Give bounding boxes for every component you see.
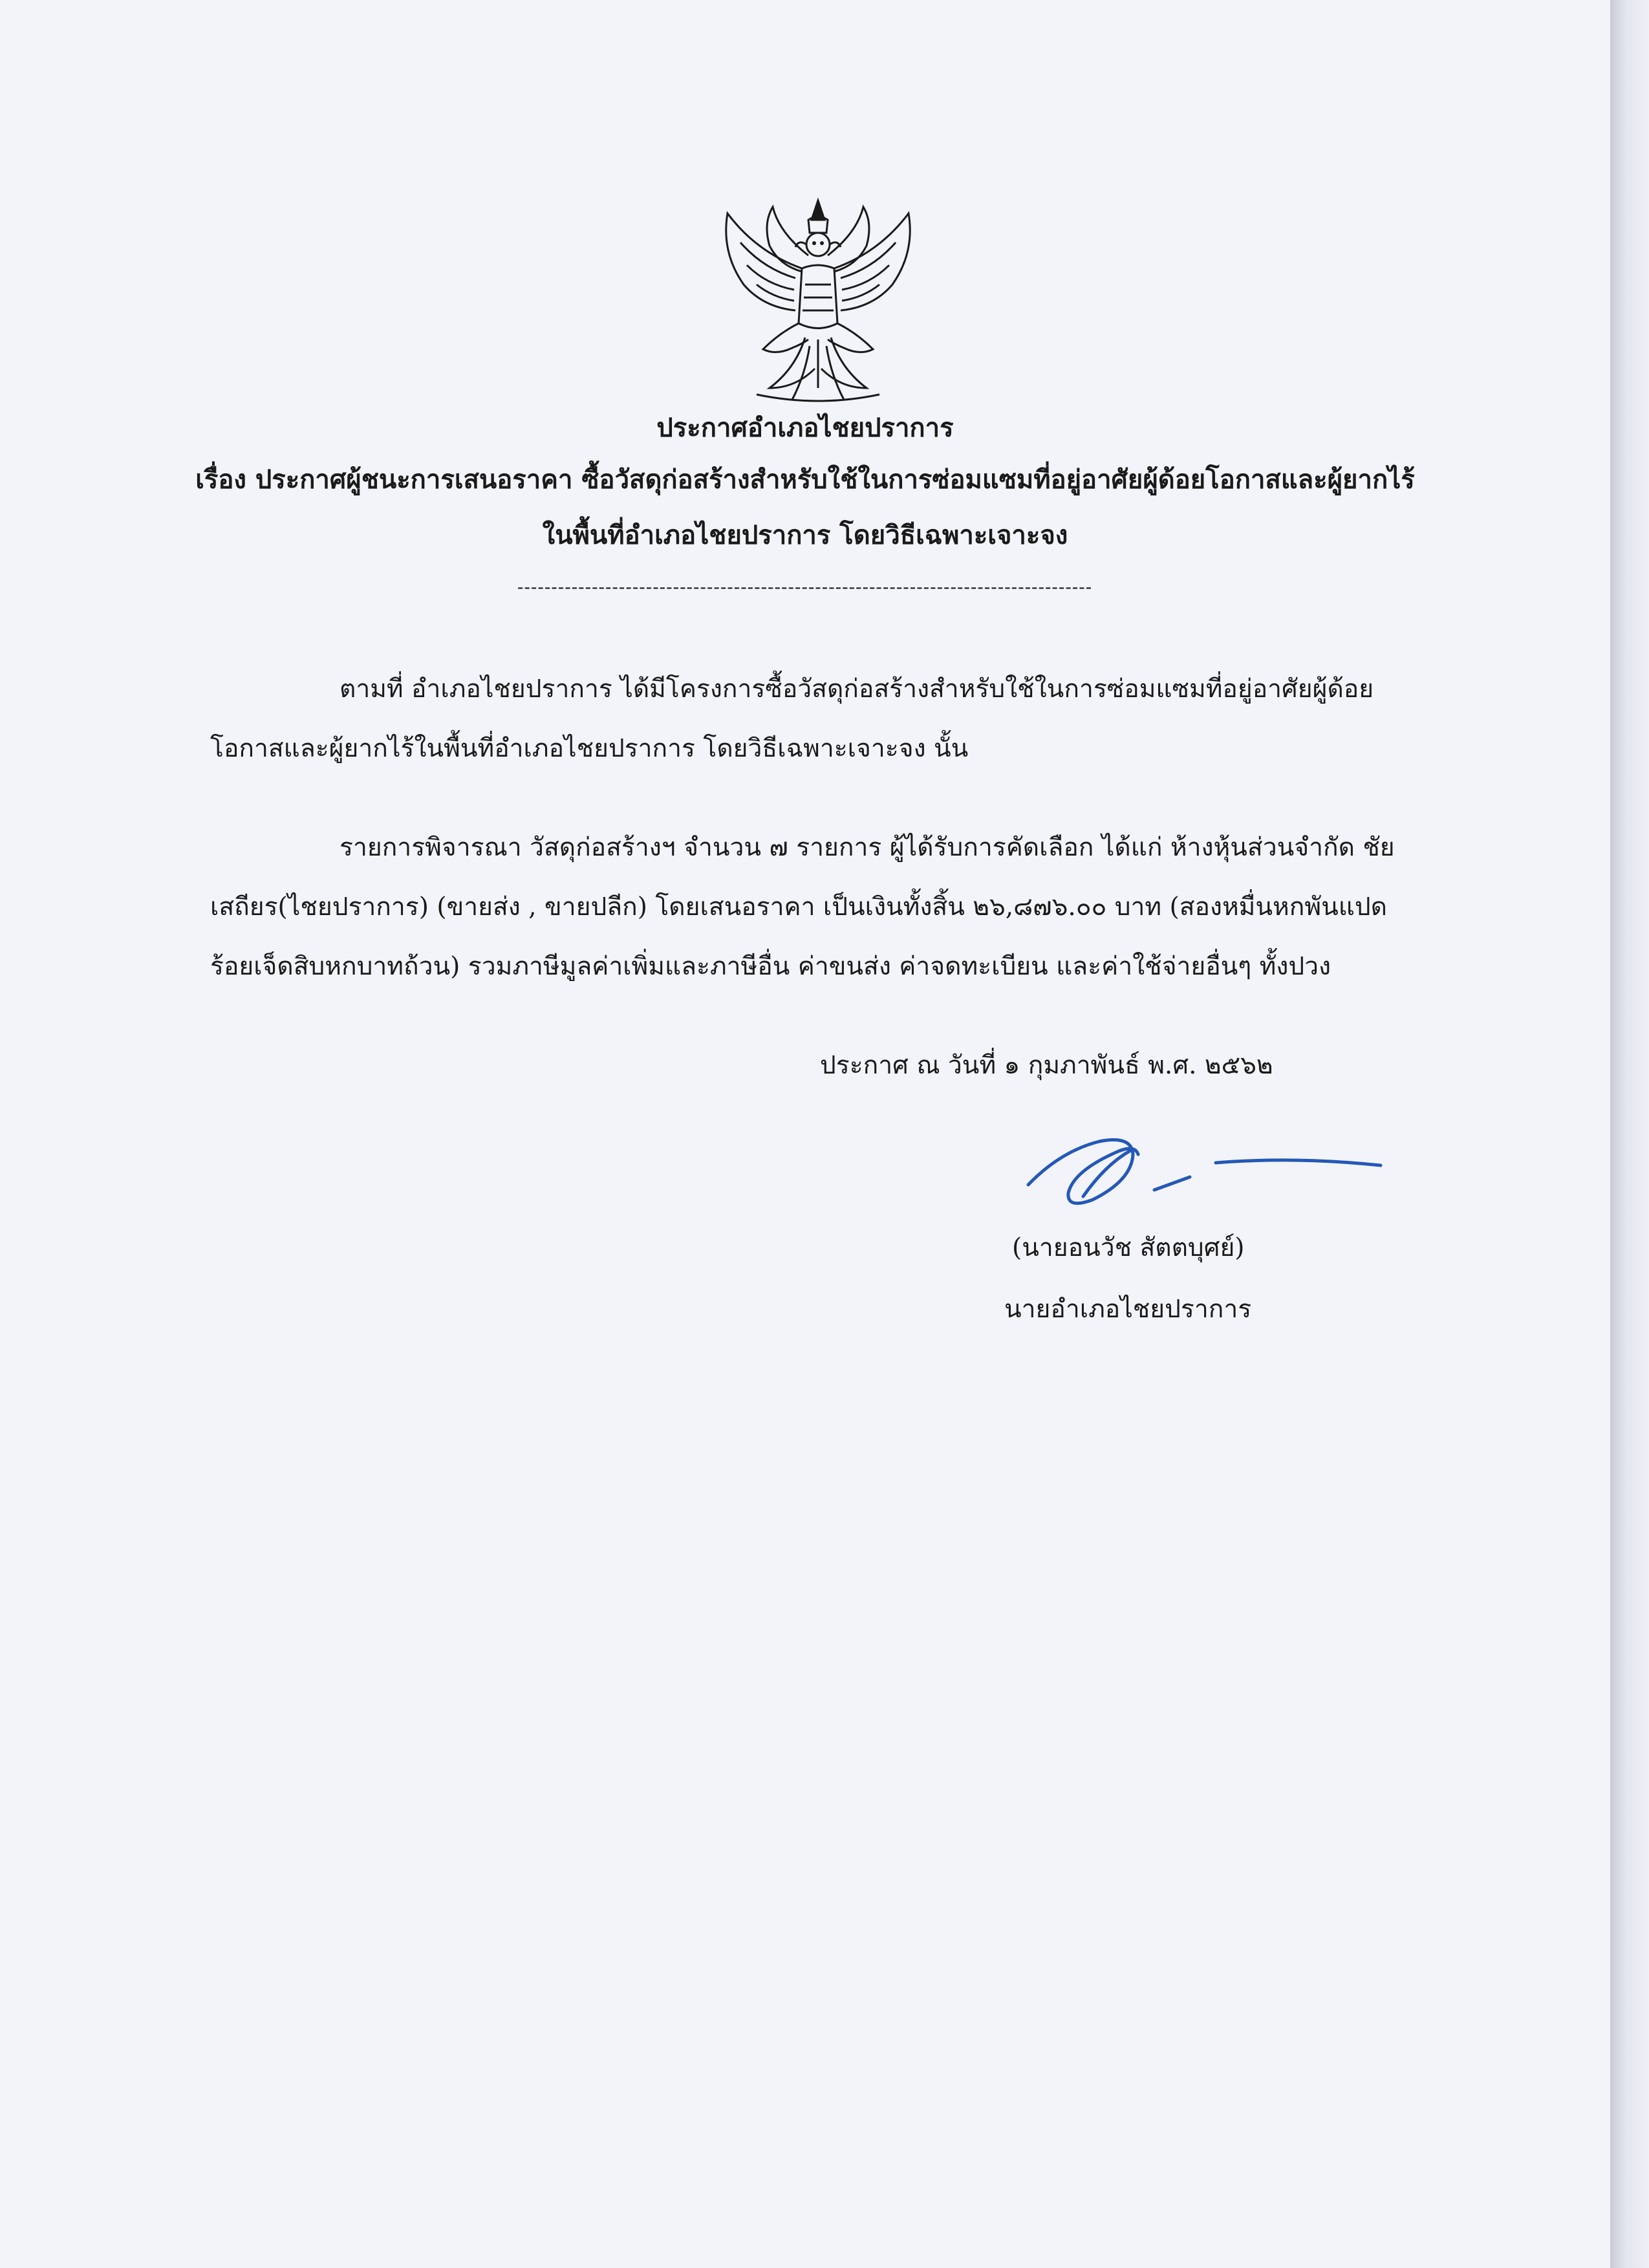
title-divider: ------------------------------------------------------------------------------------- — [517, 576, 1093, 598]
garuda-emblem-icon — [718, 194, 918, 407]
scan-edge — [1610, 0, 1649, 2268]
subject-line-2: ในพื้นที่อำเภอไชยปราการ โดยวิธีเฉพาะเจาะจง — [542, 520, 1068, 550]
signer-position: นายอำเภอไชยปราการ — [1004, 1295, 1252, 1324]
body-paragraph-2: รายการพิจารณา วัสดุก่อสร้างฯ จำนวน ๗ รายการ ผู้ได้รับการคัดเลือก ได้แก่ ห้างหุ้นส่วนจำกัด ชัยเสถียร(ไชยปราการ) (ขายส่ง , ขายปลีก) โดยเสนอราคา เป็นเงินทั้งสิ้น ๒๖,๘๗๖.๐๐ บาท (สองหมื่นหกพันแปดร้อยเจ็ดสิบหกบาทถ้วน) รวมภาษีมูลค่าเพิ่มและภาษีอื่น ค่าขนส่ง ค่าจดทะเบียน และค่าใช้จ่ายอื่นๆ ทั้งปวง — [210, 833, 1395, 981]
signer-name: (นายอนวัช สัตตบุศย์) — [1012, 1233, 1245, 1262]
subject-line-1: เรื่อง ประกาศผู้ชนะการเสนอราคา ซื้อวัสดุก่อสร้างสำหรับใช้ในการซ่อมแซมที่อยู่อาศัยผู้ด้อยโอกาสและผู้ยากไร้ — [195, 464, 1415, 495]
handwritten-signature — [1022, 1125, 1390, 1222]
body-paragraph-1: ตามที่ อำเภอไชยปราการ ได้มีโครงการซื้อวัสดุก่อสร้างสำหรับใช้ในการซ่อมแซมที่อยู่อาศัยผู้ด้อยโอกาสและผู้ยากไร้ในพื้นที่อำเภอไชยปราการ โดยวิธีเฉพาะเจาะจง นั้น — [210, 675, 1374, 763]
announcement-date: ประกาศ ณ วันที่ ๑ กุมภาพันธ์ พ.ศ. ๒๕๖๒ — [820, 1051, 1273, 1080]
issuer-title: ประกาศอำเภอไชยปราการ — [656, 413, 954, 443]
